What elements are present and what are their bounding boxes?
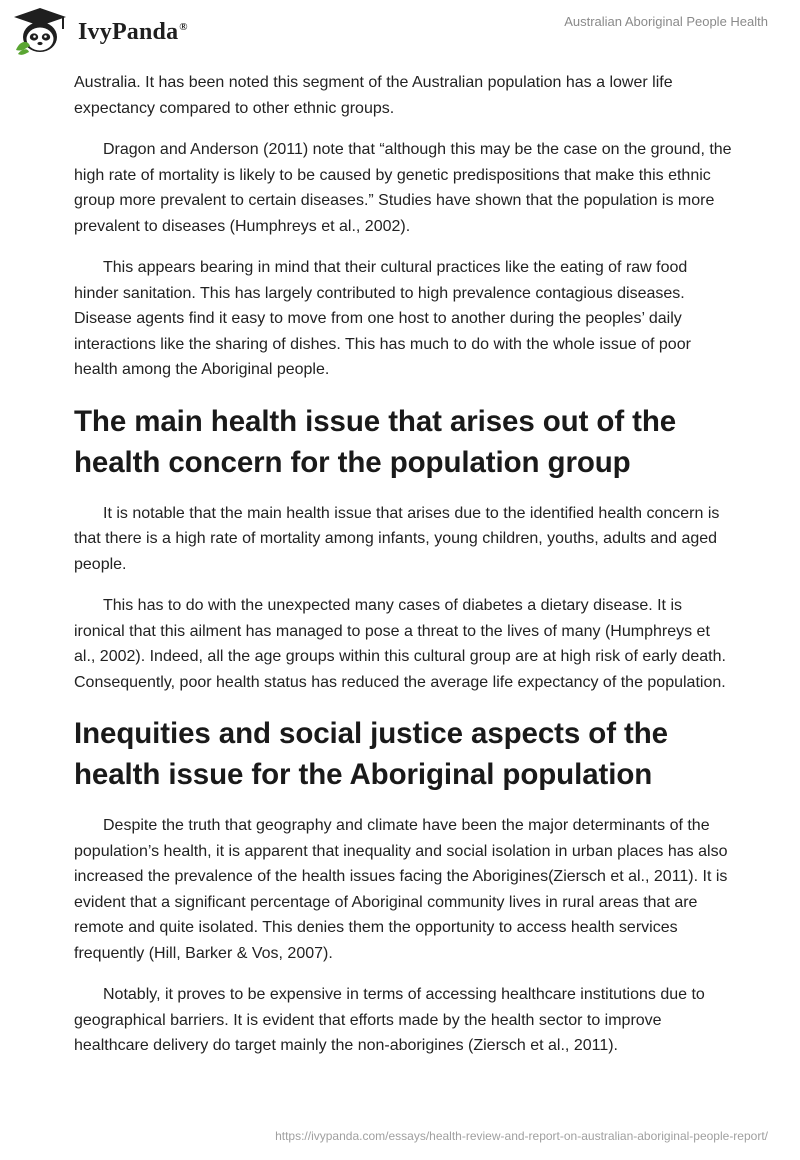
page-header: [0, 0, 800, 66]
panda-logo-icon: [10, 6, 70, 58]
paragraph: It is notable that the main health issue that arises due to the identified health concern is that there is a high rate of mortality among infants, young children, youths, adults and aged people.: [74, 504, 720, 573]
paragraph: This appears bearing in mind that their cultural practices like the eating of raw food hinder sanitation. This has largely contributed to high prevalence contagious diseases. Disease agents find it easy to move from one host to another during the peoples’ daily interactions like the sharing of dishes. This has much to do with the whole issue of poor health among the Aboriginal people.: [74, 259, 691, 378]
document-title: Australian Aboriginal People Health: [564, 14, 768, 29]
ivypanda-logo[interactable]: [10, 6, 188, 58]
brand-name: IvyPanda®: [78, 18, 188, 45]
essay-content: [74, 70, 734, 1075]
paragraph: Notably, it proves to be expensive in terms of accessing healthcare institutions due to geographical barriers. It is evident that efforts made by the health sector to improve healthcare delivery do target mainly the non-aborigines (Ziersch et al., 2011).: [74, 986, 705, 1054]
section-heading-inequities: Inequities and social justice aspects of the health issue for the Aboriginal population: [74, 717, 668, 791]
paragraph: This has to do with the unexpected many cases of diabetes a dietary disease. It is ironical that this ailment has managed to pose a threat to the lives of many (Humphreys et al., 2002). Indeed, all the age groups within this cultural group are at high risk of early death. Consequently, poor health status has reduced the average life expectancy of the population.: [74, 597, 726, 691]
source-url[interactable]: https://ivypanda.com/essays/health-review-and-report-on-australian-aboriginal-people-report/: [275, 1129, 768, 1143]
paragraph: Despite the truth that geography and climate have been the major determinants of the population’s health, it is apparent that inequality and social isolation in urban places has also increased the prevalence of the health issues facing the Aborigines(Ziersch et al., 2011). It is evident that a significant percentage of Aboriginal community lives in rural areas that are remote and quite isolated. This denies them the opportunity to access health services frequently (Hill, Barker & Vos, 2007).: [74, 817, 728, 962]
section-heading-main-health-issue: The main health issue that arises out of the health concern for the population group: [74, 404, 677, 479]
paragraph: Australia. It has been noted this segment of the Australian population has a lower life expectancy compared to other ethnic groups.: [74, 74, 673, 117]
paragraph: Dragon and Anderson (2011) note that “although this may be the case on the ground, the high rate of mortality is likely to be caused by genetic predispositions that make this ethnic group more prevalent to certain diseases.” Studies have shown that the population is more prevalent to diseases (Humphreys et al., 2002).: [74, 141, 732, 235]
